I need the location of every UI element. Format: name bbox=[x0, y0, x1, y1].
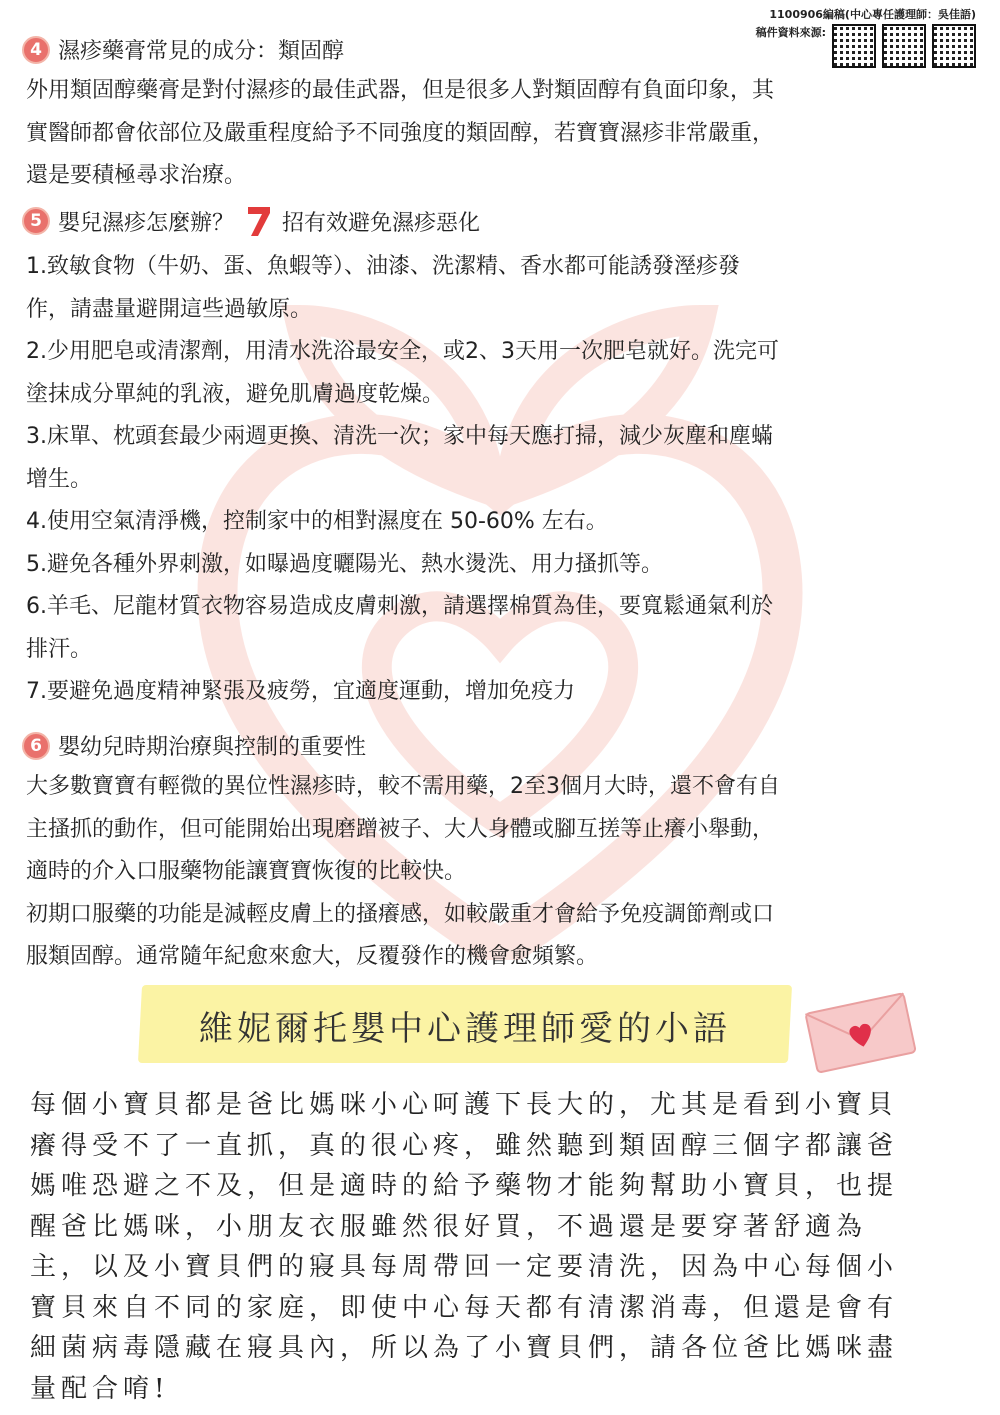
note-line: 醒爸比媽咪，小朋友衣服雖然很好買，不過還是要穿著舒適為 bbox=[30, 1211, 868, 1242]
qr-code-1[interactable] bbox=[832, 24, 876, 68]
section5-title-b: 招有效避免濕疹惡化 bbox=[282, 210, 481, 236]
section5-line: 4.使用空氣清淨機，控制家中的相對濕度在 50-60% 左右。 bbox=[26, 509, 608, 534]
note-line: 癢得受不了一直抓，真的很心疼，雖然聽到類固醇三個字都讓爸 bbox=[30, 1130, 899, 1161]
note-line: 量配合唷! bbox=[30, 1373, 170, 1404]
section6-body bbox=[26, 766, 981, 979]
section5-line: 5.避免各種外界刺激，如曝過度曬陽光、熱水燙洗、用力搔抓等。 bbox=[26, 551, 663, 577]
section6-line: 適時的介入口服藥物能讓寶寶恢復的比較快。 bbox=[26, 859, 467, 884]
section5-line: 7.要避免過度精神緊張及疲勞，宜適度運動，增加免疫力 bbox=[26, 679, 575, 704]
section4-line: 還是要積極尋求治療。 bbox=[26, 163, 247, 188]
section4-line: 外用類固醇藥膏是對付濕疹的最佳武器，但是很多人對類固醇有負面印象，其 bbox=[26, 78, 775, 103]
section6-title: 嬰幼兒時期治療與控制的重要性 bbox=[58, 735, 367, 760]
section5-heading bbox=[22, 204, 480, 238]
banner-title: 維妮爾托嬰中心護理師愛的小語 bbox=[199, 1009, 731, 1049]
nurse-note bbox=[30, 1085, 970, 1409]
section4-heading bbox=[22, 34, 344, 65]
section4-body bbox=[26, 70, 981, 198]
section5-line: 作，請盡量避開這些過敏原。 bbox=[26, 296, 313, 322]
qr-code-2[interactable] bbox=[882, 24, 926, 68]
envelope-heart-icon bbox=[800, 985, 920, 1075]
note-line: 每個小寶貝都是爸比媽咪小心呵護下長大的，尤其是看到小寶貝 bbox=[30, 1090, 899, 1120]
section5-line: 2.少用肥皂或清潔劑，用清水洗浴最安全，或2、3天用一次肥皂就好。洗完可 bbox=[26, 339, 779, 364]
section6-heading bbox=[22, 730, 366, 761]
section5-line: 3.床單、枕頭套最少兩週更換、清洗一次；家中每天應打掃，減少灰塵和塵蟎 bbox=[26, 424, 773, 449]
section5-line: 1.致敏食物（牛奶、蛋、魚蝦等）、油漆、洗潔精、香水都可能誘發溼疹發 bbox=[26, 254, 740, 279]
section4-line: 實醫師都會依部位及嚴重程度給予不同強度的類固醇，若寶寶濕疹非常嚴重， bbox=[26, 120, 775, 146]
section4-number-badge: 4 bbox=[22, 36, 50, 64]
source-row bbox=[756, 24, 976, 68]
draft-line: 1100906編稿(中心專任護理師：吳佳語) bbox=[769, 8, 976, 21]
note-line: 細菌病毒隱藏在寢具內，所以為了小寶貝們，請各位爸比媽咪盡 bbox=[30, 1333, 899, 1363]
section4-title: 濕疹藥膏常見的成分：類固醇 bbox=[58, 39, 345, 64]
note-line: 媽唯恐避之不及，但是適時的給予藥物才能夠幫助小寶貝，也提 bbox=[30, 1171, 899, 1201]
source-label: 稿件資料來源: bbox=[755, 26, 826, 39]
section5-number-badge: 5 bbox=[22, 207, 50, 235]
section6-line: 服類固醇。通常隨年紀愈來愈大，反覆發作的機會愈頻繁。 bbox=[26, 944, 599, 969]
section5-line: 塗抹成分單純的乳液，避免肌膚過度乾燥。 bbox=[26, 381, 445, 407]
qr-code-3[interactable] bbox=[932, 24, 976, 68]
note-line: 主，以及小寶貝們的寢具每周帶回一定要清洗，因為中心每個小 bbox=[30, 1252, 899, 1282]
section6-number-badge: 6 bbox=[22, 732, 50, 760]
section6-line: 主搔抓的動作，但可能開始出現磨蹭被子、大人身體或腳互搓等止癢小舉動， bbox=[26, 816, 775, 842]
section5-line: 增生。 bbox=[26, 466, 93, 492]
section5-body bbox=[26, 246, 981, 714]
section5-line: 6.羊毛、尼龍材質衣物容易造成皮膚刺激，請選擇棉質為佳，要寬鬆通氣利於 bbox=[26, 594, 773, 619]
section5-line: 排汗。 bbox=[26, 636, 93, 662]
draft-meta bbox=[756, 6, 976, 68]
section6-line: 大多數寶寶有輕微的異位性濕疹時，較不需用藥，2至3個月大時，還不會有自 bbox=[26, 774, 780, 799]
nurse-message-banner bbox=[140, 985, 790, 1063]
section5-title-a: 嬰兒濕疹怎麼辦？ bbox=[58, 210, 235, 236]
seven-numeral-icon bbox=[246, 204, 272, 238]
note-line: 寶貝來自不同的家庭，即使中心每天都有清潔消毒，但還是會有 bbox=[30, 1292, 899, 1323]
section6-line: 初期口服藥的功能是減輕皮膚上的搔癢感，如較嚴重才會給予免疫調節劑或口 bbox=[26, 901, 775, 927]
